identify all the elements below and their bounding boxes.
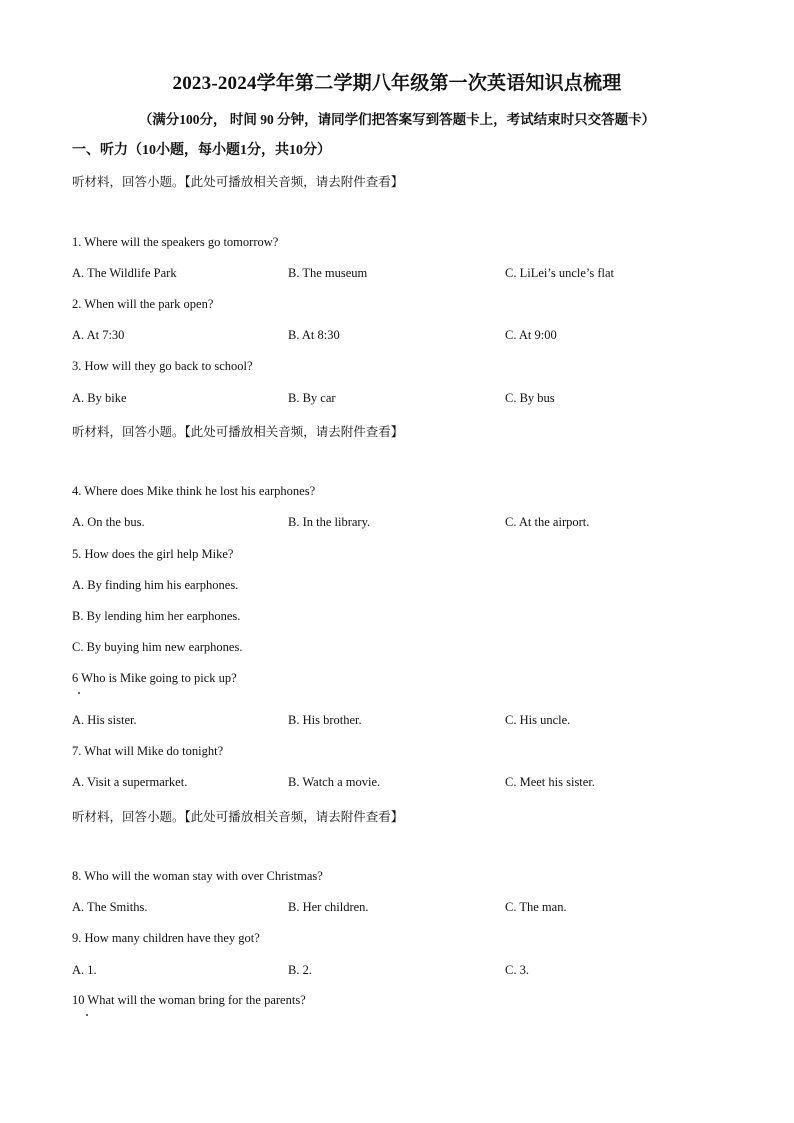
q9-option-a: A. 1. <box>72 963 97 977</box>
question-6: 6 Who is Mike going to pick up? <box>72 671 237 685</box>
q7-option-a: A. Visit a supermarket. <box>72 775 188 789</box>
question-10: 10 What will the woman bring for the parents? <box>72 993 306 1007</box>
question-4: 4. Where does Mike think he lost his earphones? <box>72 484 316 498</box>
q3-option-b: B. By car <box>288 391 336 405</box>
q2-option-a: A. At 7:30 <box>72 328 125 342</box>
q4-option-b: B. In the library. <box>288 515 371 529</box>
q6-option-c: C. His uncle. <box>505 713 571 727</box>
q7-option-b: B. Watch a movie. <box>288 775 381 789</box>
listening-instruction: 听材料，回答小题。【此处可播放相关音频，请去附件查看】 <box>72 175 404 189</box>
q4-option-c: C. At the airport. <box>505 515 590 529</box>
q2-option-b: B. At 8:30 <box>288 328 340 342</box>
q2-option-c: C. At 9:00 <box>505 328 557 342</box>
listening-instruction-2: 听材料，回答小题。【此处可播放相关音频，请去附件查看】 <box>72 425 404 439</box>
listening-instruction-3: 听材料，回答小题。【此处可播放相关音频，请去附件查看】 <box>72 810 404 824</box>
question-1: 1. Where will the speakers go tomorrow? <box>72 235 279 249</box>
q8-option-c: C. The man. <box>505 900 567 914</box>
q6-option-b: B. His brother. <box>288 713 362 727</box>
q9-option-c: C. 3. <box>505 963 529 977</box>
q5-option-b: B. By lending him her earphones. <box>72 609 241 623</box>
q7-option-c: C. Meet his sister. <box>505 775 595 789</box>
question-2: 2. When will the park open? <box>72 297 214 311</box>
page-title: 2023-2024学年第二学期八年级第一次英语知识点梳理 <box>172 73 622 94</box>
q8-option-a: A. The Smiths. <box>72 900 148 914</box>
question-8: 8. Who will the woman stay with over Christmas? <box>72 869 323 883</box>
question-5: 5. How does the girl help Mike? <box>72 547 234 561</box>
question-7: 7. What will Mike do tonight? <box>72 744 224 758</box>
q4-option-a: A. On the bus. <box>72 515 145 529</box>
q3-option-c: C. By bus <box>505 391 555 405</box>
question-3: 3. How will they go back to school? <box>72 359 253 373</box>
q6-option-a: A. His sister. <box>72 713 137 727</box>
q1-option-c: C. LiLei’s uncle’s flat <box>505 266 615 280</box>
q1-option-a: A. The Wildlife Park <box>72 266 177 280</box>
q8-option-b: B. Her children. <box>288 900 369 914</box>
exam-instructions: （满分100分， 时间 90 分钟，请同学们把答案写到答题卡上，考试结束时只交答题卡） <box>138 112 656 127</box>
question-9: 9. How many children have they got? <box>72 931 260 945</box>
q5-option-c: C. By buying him new earphones. <box>72 640 243 654</box>
q5-option-a: A. By finding him his earphones. <box>72 578 239 592</box>
q9-option-b: B. 2. <box>288 963 312 977</box>
q3-option-a: A. By bike <box>72 391 127 405</box>
section-heading: 一、听力（10小题，每小题1分，共10分） <box>72 143 331 158</box>
stray-dot <box>86 1014 88 1016</box>
stray-dot <box>78 692 80 694</box>
q1-option-b: B. The museum <box>288 266 368 280</box>
